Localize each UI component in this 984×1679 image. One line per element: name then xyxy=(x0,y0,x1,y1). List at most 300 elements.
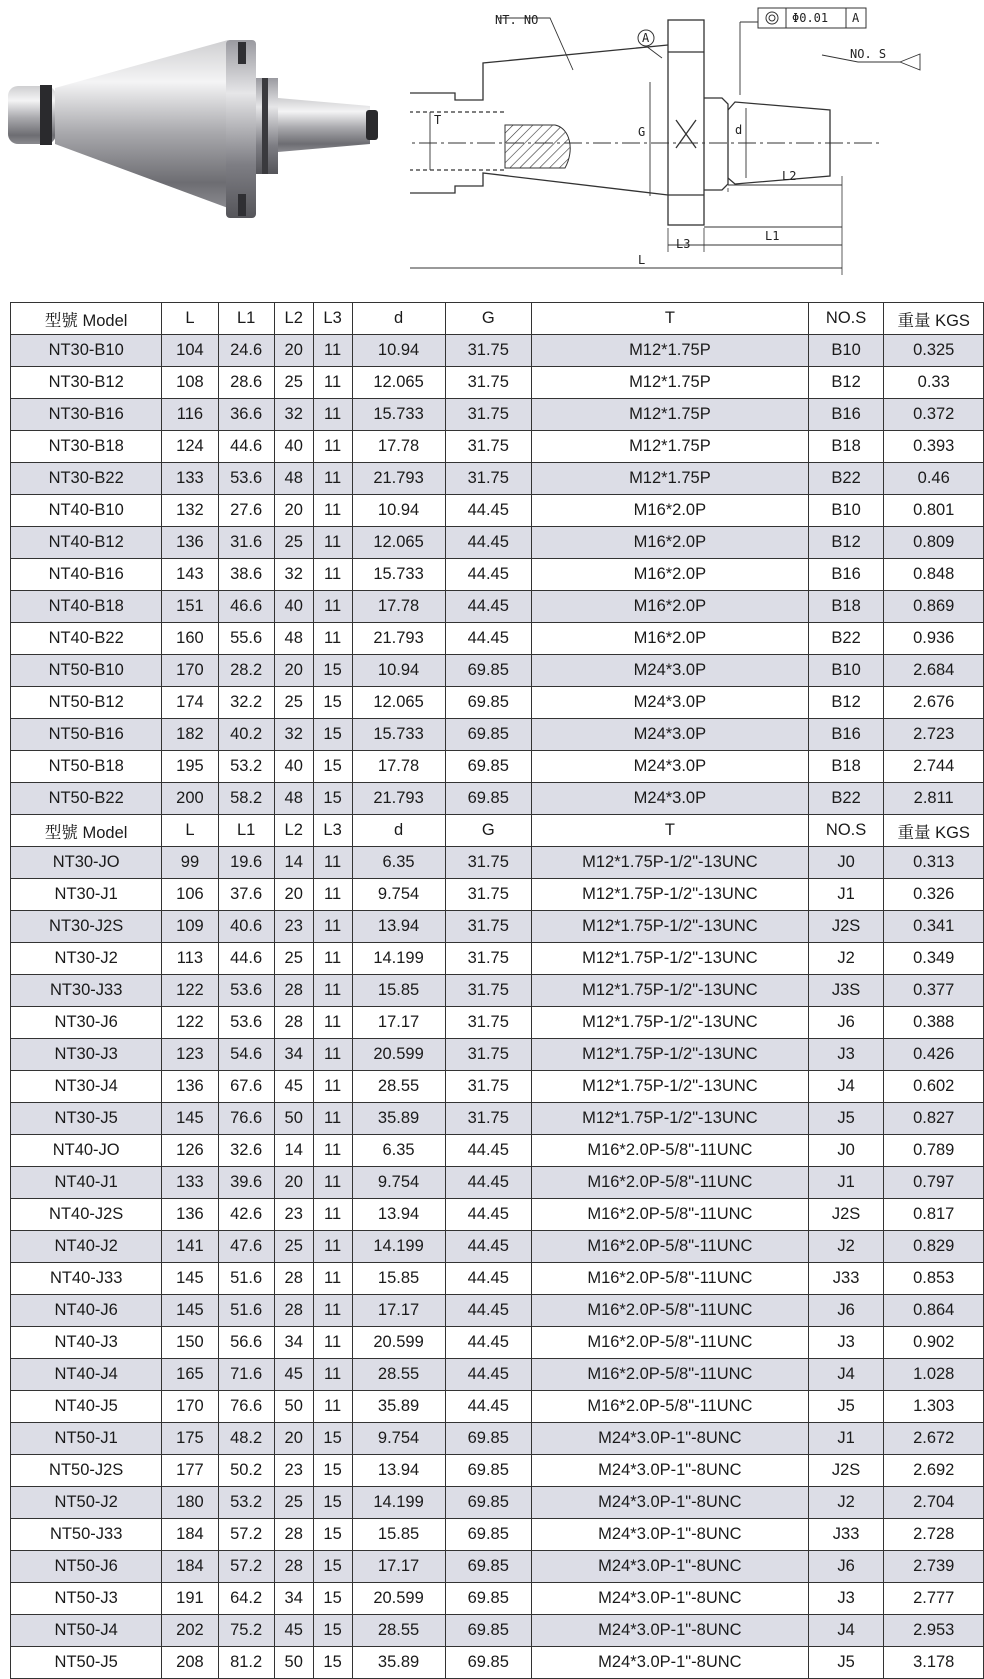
table-cell: 45 xyxy=(274,1071,313,1103)
table-cell: NT40-J2 xyxy=(11,1231,162,1263)
table-cell: M12*1.75P-1/2"-13UNC xyxy=(532,1103,809,1135)
table-cell: 19.6 xyxy=(218,847,274,879)
header-cell: L xyxy=(162,303,218,335)
table-cell: 25 xyxy=(274,687,313,719)
table-cell: 116 xyxy=(162,399,218,431)
table-cell: B16 xyxy=(808,719,884,751)
table-cell: 2.672 xyxy=(884,1423,984,1455)
table-cell: M12*1.75P-1/2"-13UNC xyxy=(532,943,809,975)
table-cell: 15 xyxy=(313,1423,352,1455)
table-cell: 11 xyxy=(313,1359,352,1391)
table-cell: 11 xyxy=(313,1263,352,1295)
header-cell: NO.S xyxy=(808,303,884,335)
table-cell: 15.733 xyxy=(352,399,445,431)
table-cell: 124 xyxy=(162,431,218,463)
table-cell: 48 xyxy=(274,463,313,495)
table-cell: 11 xyxy=(313,623,352,655)
table-cell: 11 xyxy=(313,911,352,943)
table-cell: 31.75 xyxy=(445,1071,531,1103)
header-cell: 型號 Model xyxy=(11,303,162,335)
table-cell: 0.829 xyxy=(884,1231,984,1263)
table-cell: M16*2.0P-5/8"-11UNC xyxy=(532,1359,809,1391)
table-cell: 15 xyxy=(313,783,352,815)
table-cell: 0.326 xyxy=(884,879,984,911)
table-cell: 11 xyxy=(313,1039,352,1071)
header-cell: L xyxy=(162,815,218,847)
table-cell: 31.75 xyxy=(445,943,531,975)
table-cell: 53.2 xyxy=(218,1487,274,1519)
table-cell: 58.2 xyxy=(218,783,274,815)
table-cell: 0.33 xyxy=(884,367,984,399)
header-cell: 型號 Model xyxy=(11,815,162,847)
table-cell: J33 xyxy=(808,1519,884,1551)
table-cell: 15.85 xyxy=(352,1519,445,1551)
table-cell: 0.869 xyxy=(884,591,984,623)
table-cell: M24*3.0P xyxy=(532,783,809,815)
table-cell: 136 xyxy=(162,1199,218,1231)
table-cell: 76.6 xyxy=(218,1391,274,1423)
table-cell: 11 xyxy=(313,943,352,975)
table-cell: NT40-J33 xyxy=(11,1263,162,1295)
table-cell: 17.17 xyxy=(352,1007,445,1039)
datum-a-label: A xyxy=(642,31,650,45)
header-cell: G xyxy=(445,815,531,847)
table-cell: 44.45 xyxy=(445,1327,531,1359)
dim-d-label: d xyxy=(735,123,743,137)
table-cell: 20 xyxy=(274,655,313,687)
table-cell: 11 xyxy=(313,1295,352,1327)
table-cell: NT30-B10 xyxy=(11,335,162,367)
table-cell: 48.2 xyxy=(218,1423,274,1455)
table-cell: 11 xyxy=(313,559,352,591)
header-cell: L3 xyxy=(313,815,352,847)
table-cell: 14 xyxy=(274,1135,313,1167)
table-cell: 69.85 xyxy=(445,1551,531,1583)
table-cell: 2.704 xyxy=(884,1487,984,1519)
header-cell: T xyxy=(532,815,809,847)
table-cell: 136 xyxy=(162,1071,218,1103)
table-cell: 47.6 xyxy=(218,1231,274,1263)
table-cell: NT50-B18 xyxy=(11,751,162,783)
table-header-row xyxy=(11,303,984,335)
table-cell: 1.303 xyxy=(884,1391,984,1423)
table-cell: 195 xyxy=(162,751,218,783)
table-row xyxy=(11,1551,984,1583)
table-cell: 191 xyxy=(162,1583,218,1615)
table-cell: 0.426 xyxy=(884,1039,984,1071)
table-cell: NT30-B18 xyxy=(11,431,162,463)
table-cell: 53.6 xyxy=(218,463,274,495)
table-cell: 25 xyxy=(274,943,313,975)
table-cell: 31.75 xyxy=(445,1039,531,1071)
table-cell: 34 xyxy=(274,1039,313,1071)
table-cell: J6 xyxy=(808,1295,884,1327)
table-cell: 46.6 xyxy=(218,591,274,623)
table-cell: NT30-J4 xyxy=(11,1071,162,1103)
table-cell: J3 xyxy=(808,1039,884,1071)
table-cell: 50.2 xyxy=(218,1455,274,1487)
table-cell: J1 xyxy=(808,1167,884,1199)
table-row xyxy=(11,911,984,943)
table-cell: 11 xyxy=(313,1103,352,1135)
table-cell: J2 xyxy=(808,1487,884,1519)
table-cell: 175 xyxy=(162,1423,218,1455)
table-cell: M24*3.0P-1"-8UNC xyxy=(532,1551,809,1583)
table-row xyxy=(11,559,984,591)
table-cell: NT30-B16 xyxy=(11,399,162,431)
table-row xyxy=(11,1231,984,1263)
table-cell: 28.55 xyxy=(352,1071,445,1103)
table-cell: J6 xyxy=(808,1551,884,1583)
table-cell: NT50-B12 xyxy=(11,687,162,719)
table-cell: 0.388 xyxy=(884,1007,984,1039)
table-cell: 56.6 xyxy=(218,1327,274,1359)
table-row xyxy=(11,975,984,1007)
table-cell: 11 xyxy=(313,1391,352,1423)
table-cell: J4 xyxy=(808,1359,884,1391)
table-cell: 12.065 xyxy=(352,527,445,559)
table-cell: NT30-B22 xyxy=(11,463,162,495)
table-cell: 2.811 xyxy=(884,783,984,815)
table-cell: M16*2.0P xyxy=(532,623,809,655)
table-cell: 69.85 xyxy=(445,1423,531,1455)
table-cell: NT50-J2S xyxy=(11,1455,162,1487)
table-cell: NT50-B10 xyxy=(11,655,162,687)
table-cell: 0.902 xyxy=(884,1327,984,1359)
table-cell: 170 xyxy=(162,655,218,687)
table-cell: 99 xyxy=(162,847,218,879)
table-cell: 34 xyxy=(274,1583,313,1615)
table-cell: 44.45 xyxy=(445,527,531,559)
dim-l3-label: L3 xyxy=(676,237,691,251)
table-cell: 160 xyxy=(162,623,218,655)
table-cell: 32.2 xyxy=(218,687,274,719)
table-cell: NT40-B12 xyxy=(11,527,162,559)
table-cell: M16*2.0P-5/8"-11UNC xyxy=(532,1231,809,1263)
table-cell: 9.754 xyxy=(352,1167,445,1199)
table-cell: 31.75 xyxy=(445,879,531,911)
nos-label: NO. S xyxy=(850,47,887,61)
table-cell: 122 xyxy=(162,975,218,1007)
table-cell: 32 xyxy=(274,719,313,751)
table-cell: 53.6 xyxy=(218,1007,274,1039)
table-row xyxy=(11,1295,984,1327)
table-cell: B16 xyxy=(808,399,884,431)
table-cell: 0.936 xyxy=(884,623,984,655)
header-cell: 重量 KGS xyxy=(884,815,984,847)
table-cell: M16*2.0P-5/8"-11UNC xyxy=(532,1295,809,1327)
table-cell: 1.028 xyxy=(884,1359,984,1391)
table-cell: NT50-J6 xyxy=(11,1551,162,1583)
table-cell: M16*2.0P-5/8"-11UNC xyxy=(532,1135,809,1167)
table-cell: B22 xyxy=(808,783,884,815)
dim-l2-label: L2 xyxy=(782,169,797,183)
table-cell: 50 xyxy=(274,1103,313,1135)
header-cell: G xyxy=(445,303,531,335)
table-cell: J3 xyxy=(808,1583,884,1615)
table-cell: 132 xyxy=(162,495,218,527)
technical-drawing xyxy=(410,0,984,300)
table-cell: 11 xyxy=(313,463,352,495)
table-cell: 37.6 xyxy=(218,879,274,911)
table-cell: 20.599 xyxy=(352,1583,445,1615)
table-cell: 133 xyxy=(162,463,218,495)
table-cell: 38.6 xyxy=(218,559,274,591)
table-cell: 17.17 xyxy=(352,1551,445,1583)
table-cell: 108 xyxy=(162,367,218,399)
table-cell: 10.94 xyxy=(352,495,445,527)
table-cell: 31.75 xyxy=(445,431,531,463)
table-row xyxy=(11,1647,984,1679)
table-cell: J0 xyxy=(808,847,884,879)
table-row xyxy=(11,943,984,975)
table-cell: 15 xyxy=(313,655,352,687)
table-cell: 15 xyxy=(313,1615,352,1647)
table-cell: 44.45 xyxy=(445,559,531,591)
table-cell: 145 xyxy=(162,1295,218,1327)
table-cell: B12 xyxy=(808,367,884,399)
table-cell: 71.6 xyxy=(218,1359,274,1391)
table-cell: M12*1.75P-1/2"-13UNC xyxy=(532,911,809,943)
table-cell: 28.55 xyxy=(352,1615,445,1647)
table-row xyxy=(11,1103,984,1135)
table-cell: 17.17 xyxy=(352,1295,445,1327)
table-cell: 11 xyxy=(313,591,352,623)
table-cell: 11 xyxy=(313,975,352,1007)
table-cell: NT50-B16 xyxy=(11,719,162,751)
table-cell: 11 xyxy=(313,335,352,367)
table-cell: 40.2 xyxy=(218,719,274,751)
table-cell: 106 xyxy=(162,879,218,911)
table-row xyxy=(11,655,984,687)
table-row xyxy=(11,1391,984,1423)
table-cell: 0.46 xyxy=(884,463,984,495)
table-cell: 69.85 xyxy=(445,719,531,751)
table-cell: 2.676 xyxy=(884,687,984,719)
table-cell: 23 xyxy=(274,911,313,943)
table-cell: 15 xyxy=(313,751,352,783)
table-cell: NT40-J1 xyxy=(11,1167,162,1199)
table-cell: 11 xyxy=(313,431,352,463)
table-cell: 21.793 xyxy=(352,463,445,495)
table-cell: B12 xyxy=(808,687,884,719)
table-cell: 151 xyxy=(162,591,218,623)
table-cell: 69.85 xyxy=(445,655,531,687)
table-cell: 32.6 xyxy=(218,1135,274,1167)
table-cell: 17.78 xyxy=(352,751,445,783)
table-cell: 2.723 xyxy=(884,719,984,751)
table-cell: 53.2 xyxy=(218,751,274,783)
table-cell: NT30-J3 xyxy=(11,1039,162,1071)
spec-table-body xyxy=(11,303,984,1679)
table-cell: 11 xyxy=(313,1231,352,1263)
table-cell: M24*3.0P-1"-8UNC xyxy=(532,1583,809,1615)
table-cell: NT30-JO xyxy=(11,847,162,879)
table-cell: NT30-J33 xyxy=(11,975,162,1007)
table-cell: 51.6 xyxy=(218,1295,274,1327)
table-cell: 15 xyxy=(313,687,352,719)
table-cell: 13.94 xyxy=(352,911,445,943)
table-cell: 32 xyxy=(274,399,313,431)
table-cell: 0.325 xyxy=(884,335,984,367)
table-cell: 200 xyxy=(162,783,218,815)
table-cell: 180 xyxy=(162,1487,218,1519)
table-row xyxy=(11,1199,984,1231)
table-cell: 0.341 xyxy=(884,911,984,943)
table-row xyxy=(11,1039,984,1071)
table-cell: 34 xyxy=(274,1327,313,1359)
table-cell: NT40-JO xyxy=(11,1135,162,1167)
table-row xyxy=(11,463,984,495)
table-cell: M12*1.75P-1/2"-13UNC xyxy=(532,975,809,1007)
table-cell: NT40-B10 xyxy=(11,495,162,527)
table-cell: 44.45 xyxy=(445,495,531,527)
table-cell: 202 xyxy=(162,1615,218,1647)
table-cell: 11 xyxy=(313,1167,352,1199)
table-cell: 31.75 xyxy=(445,399,531,431)
table-cell: 0.801 xyxy=(884,495,984,527)
table-cell: 14.199 xyxy=(352,1231,445,1263)
table-cell: B10 xyxy=(808,655,884,687)
table-cell: 0.372 xyxy=(884,399,984,431)
table-cell: 40 xyxy=(274,431,313,463)
table-cell: 13.94 xyxy=(352,1199,445,1231)
table-cell: 42.6 xyxy=(218,1199,274,1231)
table-cell: 44.6 xyxy=(218,943,274,975)
table-cell: NT50-J3 xyxy=(11,1583,162,1615)
table-cell: B18 xyxy=(808,751,884,783)
table-cell: 133 xyxy=(162,1167,218,1199)
table-cell: 40 xyxy=(274,591,313,623)
table-cell: J5 xyxy=(808,1103,884,1135)
table-cell: 35.89 xyxy=(352,1647,445,1679)
table-cell: 109 xyxy=(162,911,218,943)
table-cell: 28.55 xyxy=(352,1359,445,1391)
table-cell: NT40-J3 xyxy=(11,1327,162,1359)
table-cell: 44.45 xyxy=(445,623,531,655)
table-cell: 2.739 xyxy=(884,1551,984,1583)
table-row xyxy=(11,527,984,559)
table-cell: 177 xyxy=(162,1455,218,1487)
dim-g-label: G xyxy=(638,125,646,139)
table-row xyxy=(11,1071,984,1103)
table-cell: 14 xyxy=(274,847,313,879)
nt-no-label: NT. NO xyxy=(495,13,539,27)
table-cell: 15 xyxy=(313,1647,352,1679)
table-cell: 10.94 xyxy=(352,335,445,367)
table-cell: 0.602 xyxy=(884,1071,984,1103)
table-cell: 0.864 xyxy=(884,1295,984,1327)
table-cell: 15 xyxy=(313,1455,352,1487)
table-cell: 15.733 xyxy=(352,719,445,751)
table-cell: 11 xyxy=(313,1327,352,1359)
table-cell: 48 xyxy=(274,623,313,655)
table-row xyxy=(11,719,984,751)
table-cell: 123 xyxy=(162,1039,218,1071)
table-cell: J2S xyxy=(808,1199,884,1231)
table-cell: 165 xyxy=(162,1359,218,1391)
table-cell: 143 xyxy=(162,559,218,591)
table-cell: 20 xyxy=(274,1167,313,1199)
table-cell: 28 xyxy=(274,1295,313,1327)
table-row xyxy=(11,687,984,719)
table-cell: 69.85 xyxy=(445,783,531,815)
table-cell: 31.75 xyxy=(445,463,531,495)
table-row xyxy=(11,1615,984,1647)
table-cell: J6 xyxy=(808,1007,884,1039)
table-cell: 2.728 xyxy=(884,1519,984,1551)
table-cell: 15.85 xyxy=(352,1263,445,1295)
table-cell: 182 xyxy=(162,719,218,751)
table-cell: 0.827 xyxy=(884,1103,984,1135)
table-cell: M12*1.75P xyxy=(532,367,809,399)
table-cell: J2 xyxy=(808,1231,884,1263)
header-cell: NO.S xyxy=(808,815,884,847)
table-cell: 11 xyxy=(313,527,352,559)
table-cell: 44.45 xyxy=(445,591,531,623)
table-cell: 32 xyxy=(274,559,313,591)
tolerance-value: Φ0.01 xyxy=(792,11,829,25)
table-cell: 25 xyxy=(274,367,313,399)
table-cell: 50 xyxy=(274,1647,313,1679)
table-cell: 11 xyxy=(313,847,352,879)
table-row xyxy=(11,783,984,815)
table-row xyxy=(11,1455,984,1487)
table-cell: J4 xyxy=(808,1615,884,1647)
table-cell: 57.2 xyxy=(218,1519,274,1551)
table-cell: 11 xyxy=(313,879,352,911)
table-cell: 24.6 xyxy=(218,335,274,367)
table-cell: 39.6 xyxy=(218,1167,274,1199)
table-header-row xyxy=(11,815,984,847)
table-cell: 53.6 xyxy=(218,975,274,1007)
table-cell: 51.6 xyxy=(218,1263,274,1295)
table-cell: M16*2.0P xyxy=(532,559,809,591)
table-cell: 28 xyxy=(274,1263,313,1295)
table-cell: 69.85 xyxy=(445,1519,531,1551)
header-cell: L2 xyxy=(274,815,313,847)
table-cell: 28 xyxy=(274,1551,313,1583)
table-cell: M12*1.75P xyxy=(532,335,809,367)
table-cell: NT50-B22 xyxy=(11,783,162,815)
table-cell: J0 xyxy=(808,1135,884,1167)
table-cell: M24*3.0P xyxy=(532,687,809,719)
table-cell: 31.75 xyxy=(445,911,531,943)
table-cell: 69.85 xyxy=(445,1487,531,1519)
table-cell: 44.45 xyxy=(445,1135,531,1167)
table-cell: M12*1.75P-1/2"-13UNC xyxy=(532,1007,809,1039)
table-cell: 69.85 xyxy=(445,1615,531,1647)
header-cell: L3 xyxy=(313,303,352,335)
table-row xyxy=(11,1135,984,1167)
table-cell: 44.45 xyxy=(445,1231,531,1263)
table-cell: 28 xyxy=(274,1007,313,1039)
table-row xyxy=(11,335,984,367)
table-cell: 9.754 xyxy=(352,879,445,911)
table-cell: 69.85 xyxy=(445,1647,531,1679)
table-cell: 28 xyxy=(274,1519,313,1551)
table-cell: M24*3.0P-1"-8UNC xyxy=(532,1519,809,1551)
table-cell: 23 xyxy=(274,1455,313,1487)
table-cell: B22 xyxy=(808,623,884,655)
table-cell: 44.45 xyxy=(445,1359,531,1391)
table-row xyxy=(11,1359,984,1391)
table-cell: 69.85 xyxy=(445,751,531,783)
dim-l-label: L xyxy=(638,253,646,267)
table-cell: M24*3.0P xyxy=(532,655,809,687)
table-cell: 13.94 xyxy=(352,1455,445,1487)
table-cell: M16*2.0P xyxy=(532,495,809,527)
